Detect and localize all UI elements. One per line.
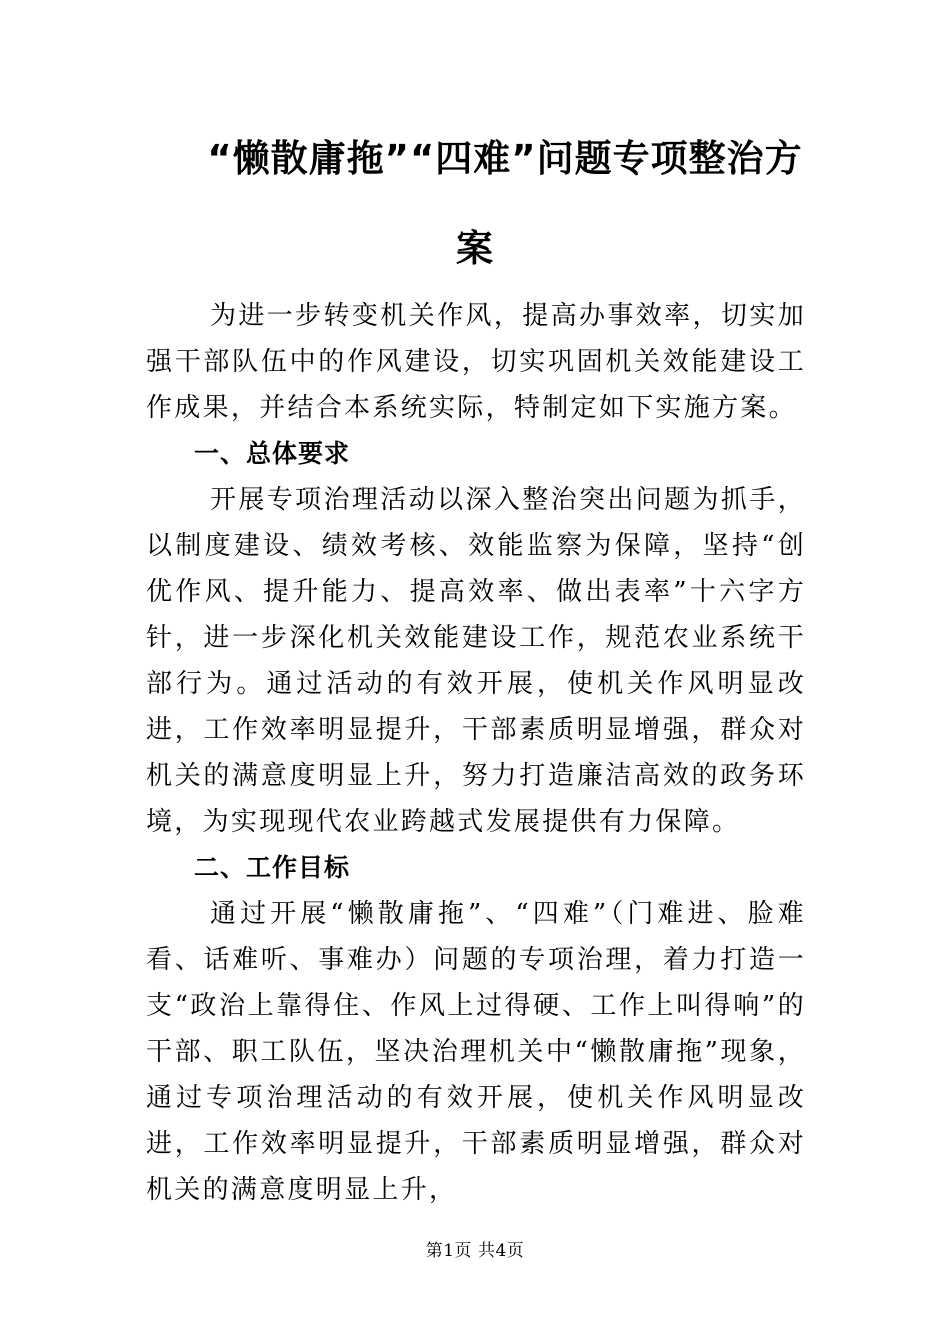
document-title-line-2: 案 xyxy=(456,227,494,270)
page-footer: 第1页 共4页 xyxy=(425,1241,525,1261)
section-heading-work-goals: 二、工作目标 xyxy=(194,853,351,882)
document-title-line-1: “懒散庸拖”“四难”问题专项整治方 xyxy=(207,137,803,180)
section-heading-general-requirements: 一、总体要求 xyxy=(194,439,351,468)
section-paragraph-work-goals: 通过开展“懒散庸拖”、“四难”（门难进、脸难看、话难听、事难办）问题的专项治理，着力打造一支“政治上靠得住、作风上过得硬、工作上叫得响”的干部、职工队伍，坚决治理机关中“懒散庸拖”现象，通过专项治理活动的有效开展，使机关作风明显改进，工作效率明显提升，干部素质明显增强，群众对机关的满意度明显上升， xyxy=(146,899,806,1205)
document-body xyxy=(146,293,806,1213)
intro-paragraph: 为进一步转变机关作风，提高办事效率，切实加强干部队伍中的作风建设，切实巩固机关效能建设工作成果，并结合本系统实际，特制定如下实施方案。 xyxy=(146,301,806,423)
section-paragraph-general-requirements: 开展专项治理活动以深入整治突出问题为抓手，以制度建设、绩效考核、效能监察为保障，坚持“创优作风、提升能力、提高效率、做出表率”十六字方针，进一步深化机关效能建设工作，规范农业系统干部行为。通过活动的有效开展，使机关作风明显改进，工作效率明显提升，干部素质明显增强，群众对机关的满意度明显上升，努力打造廉洁高效的政务环境，为实现现代农业跨越式发展提供有力保障。 xyxy=(146,485,806,837)
